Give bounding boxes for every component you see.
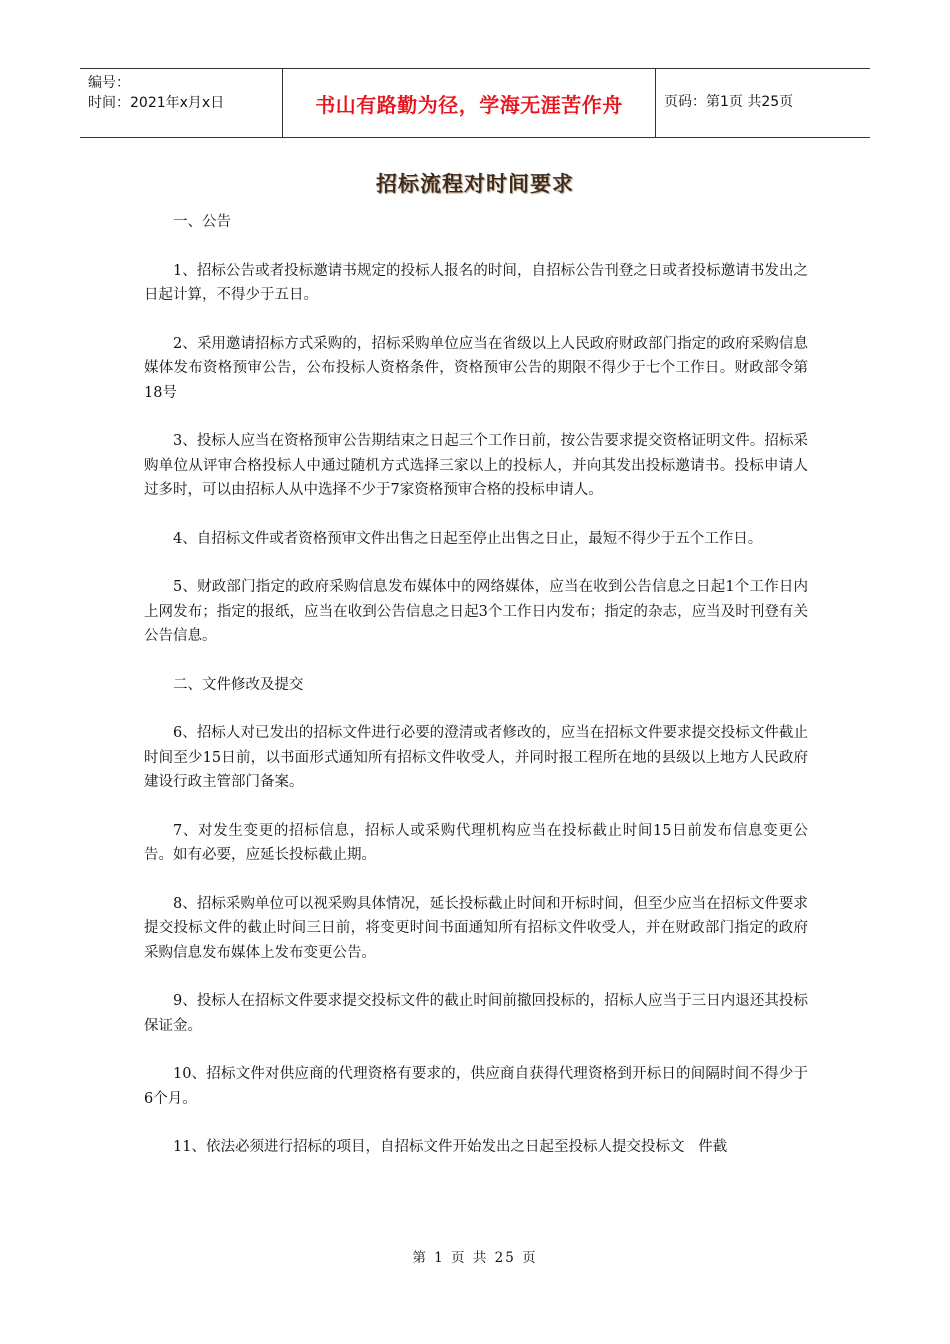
header-meta [80, 69, 282, 137]
paragraph: 7、对发生变更的招标信息，招标人或采购代理机构应当在投标截止时间15日前发布信息变更公告。如有必要，应延长投标截止期。 [144, 822, 808, 863]
paragraph: 1、招标公告或者投标邀请书规定的投标人报名的时间，自招标公告刊登之日或者投标邀请书发出之日起计算，不得少于五日。 [144, 262, 808, 303]
number-label: 编号： [88, 75, 130, 91]
paragraph: 5、财政部门指定的政府采购信息发布媒体中的网络媒体，应当在收到公告信息之日起1个工作日内上网发布；指定的报纸，应当在收到公告信息之日起3个工作日内发布；指定的杂志，应当及时刊登有关公告信息。 [144, 579, 808, 644]
document-title: 招标流程对时间要求 [376, 172, 574, 196]
document-body [144, 210, 808, 1184]
paragraph: 10、招标文件对供应商的代理资格有要求的，供应商自获得代理资格到开标日的间隔时间不得少于6个月。 [144, 1066, 808, 1107]
paragraph: 3、投标人应当在资格预审公告期结束之日起三个工作日前，按公告要求提交资格证明文件。招标采购单位从评审合格投标人中通过随机方式选择三家以上的投标人，并向其发出投标邀请书。投标申请人过多时，可以由招标人从中选择不少于7家资格预审合格的投标申请人。 [144, 433, 808, 498]
document-header [80, 68, 870, 138]
section-heading: 二、文件修改及提交 [173, 676, 304, 693]
section-heading: 一、公告 [173, 214, 231, 230]
paragraph: 2、采用邀请招标方式采购的，招标采购单位应当在省级以上人民政府财政部门指定的政府采购信息媒体发布资格预审公告，公布投标人资格条件，资格预审公告的期限不得少于七个工作日。财政部令第18号 [144, 335, 808, 401]
paragraph: 6、招标人对已发出的招标文件进行必要的澄清或者修改的，应当在招标文件要求提交投标文件截止时间至少15日前，以书面形式通知所有招标文件收受人，并同时报工程所在地的县级以上地方人民政府建设行政主管部门备案。 [144, 725, 808, 790]
header-motto: 书山有路勤为径，学海无涯苦作舟 [282, 69, 656, 137]
page-footer: 第 1 页 共 25 页 [412, 1250, 538, 1266]
header-page-info: 页码：第1页 共25页 [664, 94, 794, 110]
paragraph: 9、投标人在招标文件要求提交投标文件的截止时间前撤回投标的，招标人应当于三日内退还其投标保证金。 [144, 993, 808, 1034]
time-label: 时间：2021年x月x日 [88, 95, 225, 111]
paragraph: 8、招标采购单位可以视采购具体情况，延长投标截止时间和开标时间，但至少应当在招标文件要求提交投标文件的截止时间三日前，将变更时间书面通知所有招标文件收受人，并在财政部门指定的政府采购信息发布媒体上发布变更公告。 [144, 895, 808, 961]
paragraph: 4、自招标文件或者资格预审文件出售之日起至停止出售之日止，最短不得少于五个工作日。 [173, 530, 763, 547]
paragraph: 11、依法必须进行招标的项目，自招标文件开始发出之日起至投标人提交投标文 件截 [173, 1139, 728, 1155]
